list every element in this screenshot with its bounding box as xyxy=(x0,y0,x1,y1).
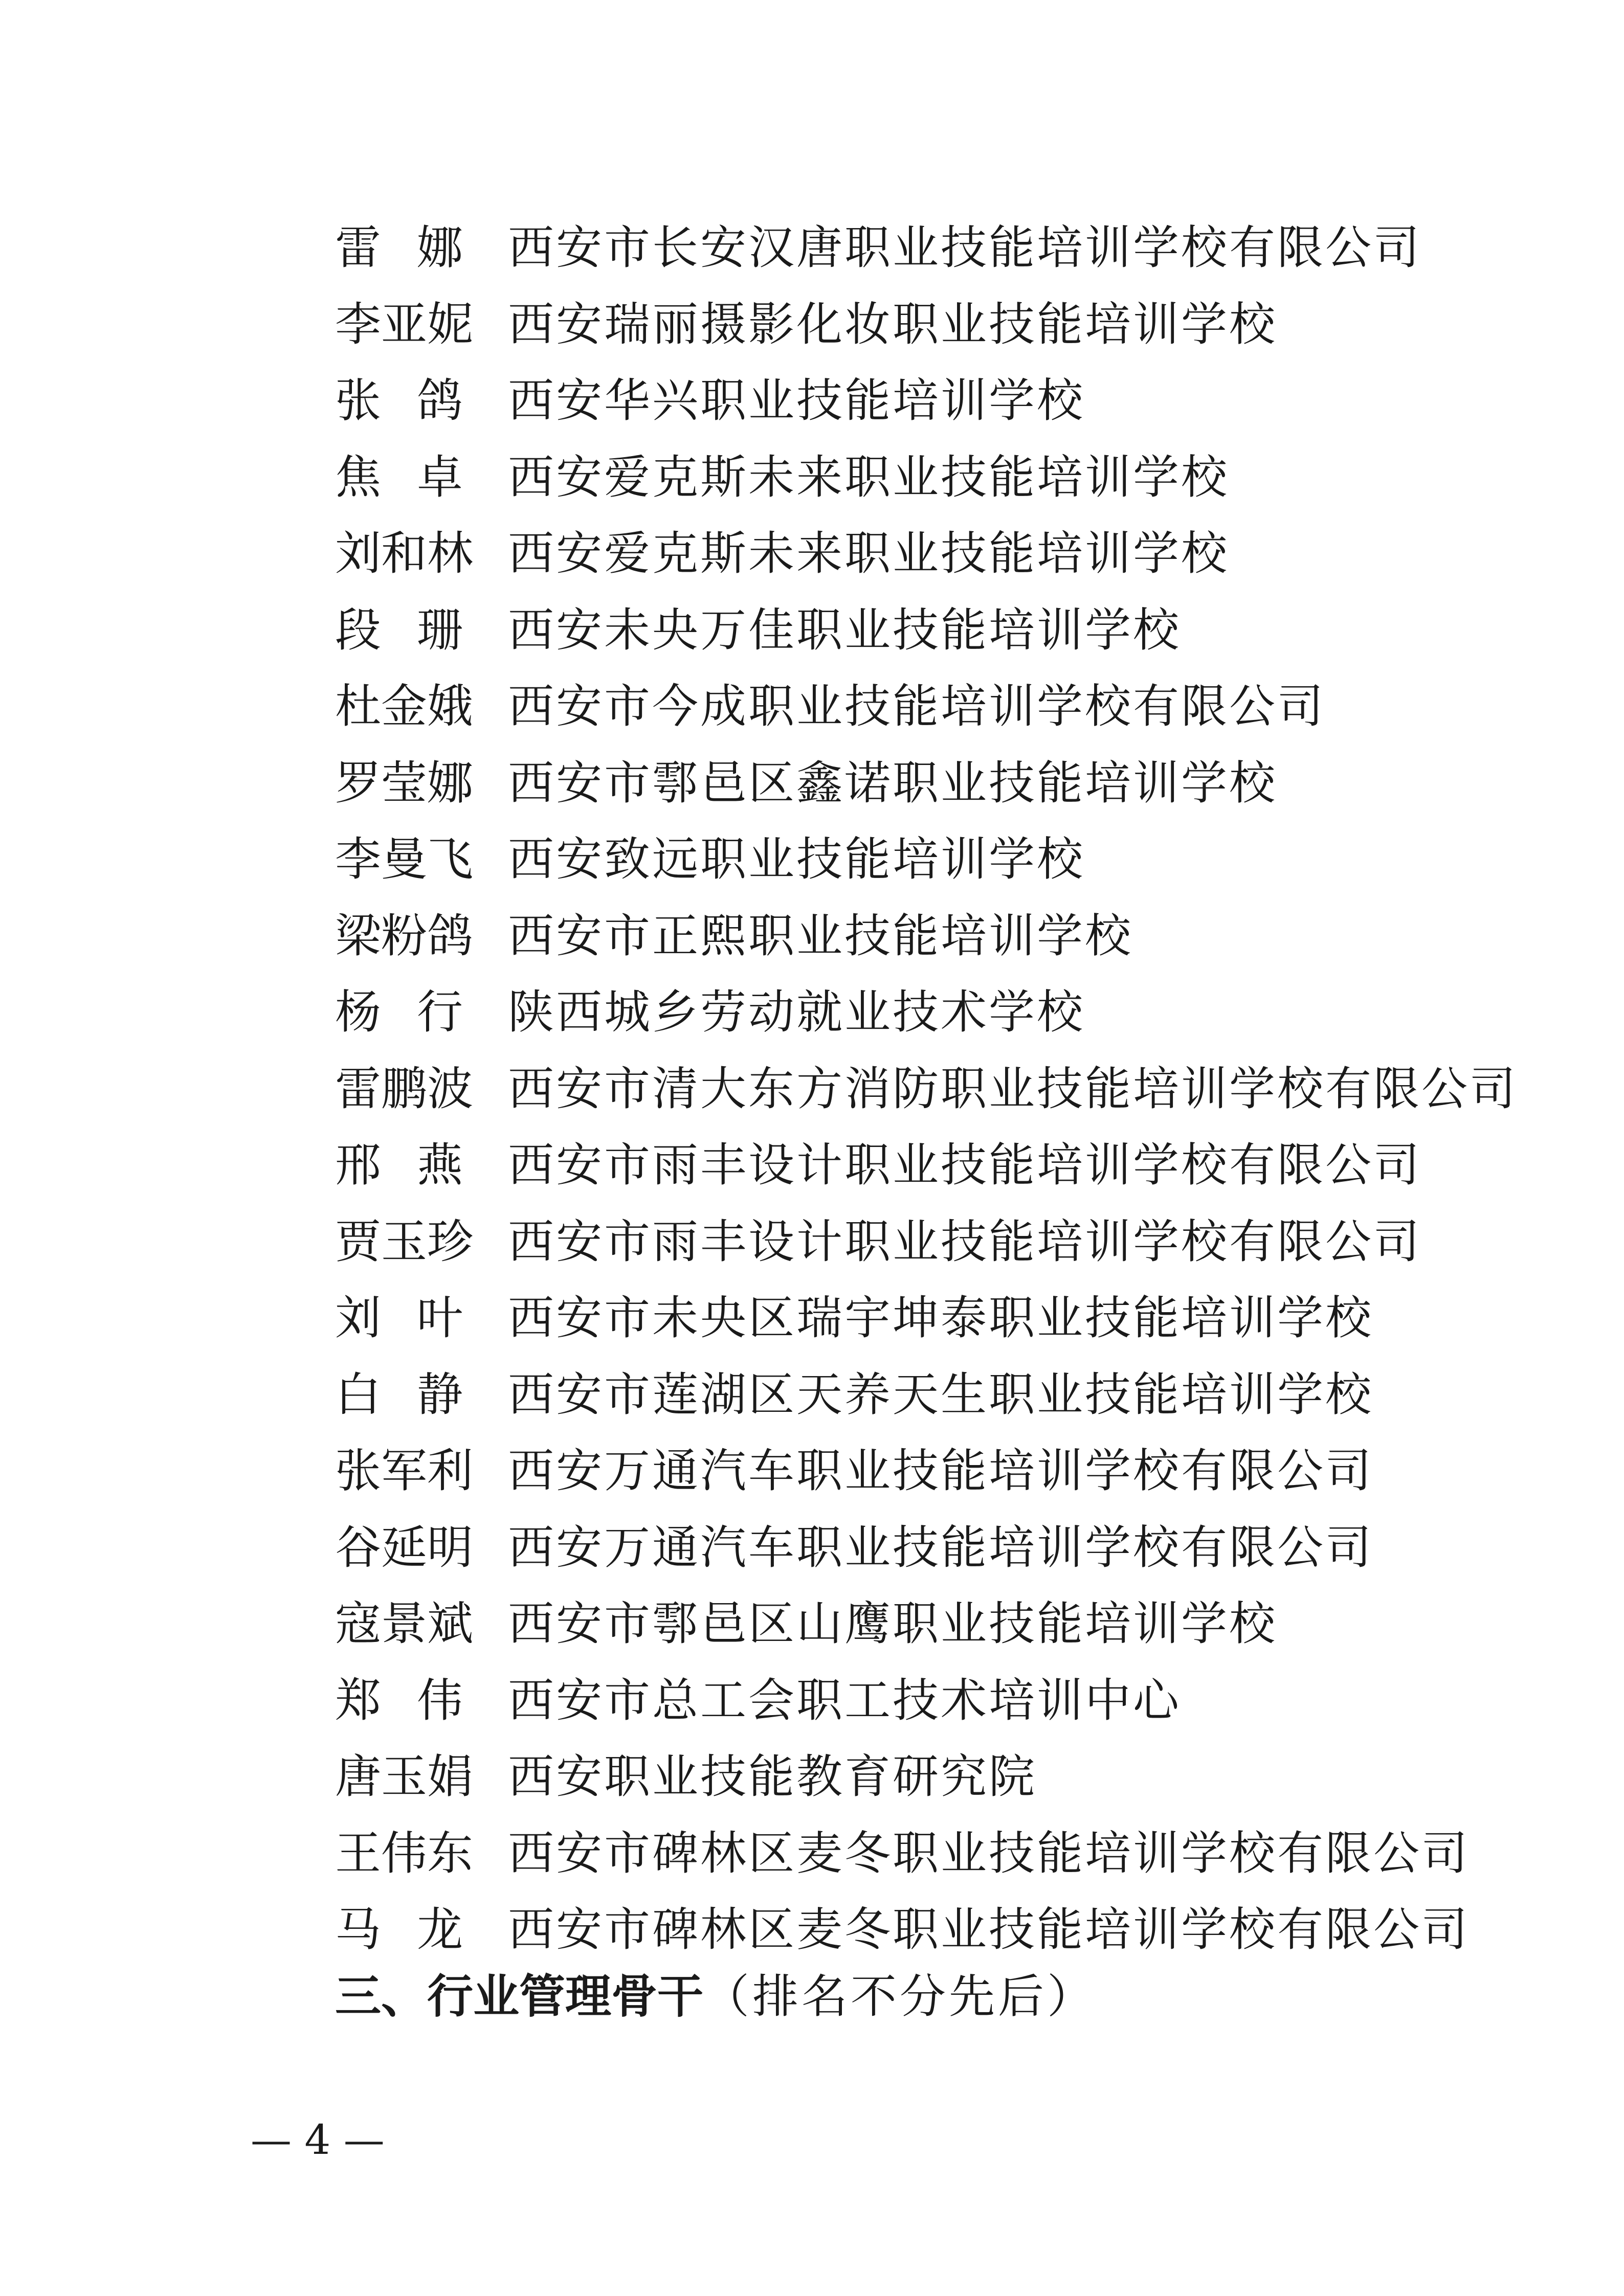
name-character: 张 xyxy=(335,1444,381,1498)
name-character: 玉 xyxy=(381,1750,427,1804)
organization-name: 西安市总工会职工技术培训中心 xyxy=(508,1673,1181,1727)
name-character: 利 xyxy=(427,1444,473,1498)
list-item xyxy=(0,1586,1624,1662)
name-character: 寇 xyxy=(335,1597,381,1651)
person-name xyxy=(335,592,463,669)
name-character: 珍 xyxy=(427,1214,473,1269)
name-character: 罗 xyxy=(335,756,381,810)
person-name xyxy=(335,974,463,1051)
list-item xyxy=(0,286,1624,363)
name-character: 粉 xyxy=(381,909,427,963)
list-item xyxy=(0,515,1624,592)
name-character: 珊 xyxy=(417,603,463,657)
name-character: 雷 xyxy=(335,1062,381,1116)
name-character: 娥 xyxy=(427,680,473,733)
name-character: 王 xyxy=(335,1826,381,1880)
name-character: 燕 xyxy=(417,1138,463,1192)
list-item xyxy=(0,210,1624,286)
name-character: 娜 xyxy=(427,756,473,810)
list-item xyxy=(0,439,1624,516)
list-item xyxy=(0,745,1624,822)
person-name xyxy=(335,1051,473,1128)
organization-name: 西安爱克斯未来职业技能培训学校 xyxy=(508,450,1229,504)
name-character: 鹏 xyxy=(381,1062,427,1116)
organization-name: 西安市雨丰设计职业技能培训学校有限公司 xyxy=(508,1214,1421,1269)
organization-name: 西安万通汽车职业技能培训学校有限公司 xyxy=(508,1444,1373,1498)
name-character: 静 xyxy=(417,1367,463,1422)
name-character: 军 xyxy=(381,1444,427,1498)
name-character: 金 xyxy=(381,680,427,733)
list-item xyxy=(0,1510,1624,1586)
person-name xyxy=(335,898,473,975)
name-character: 莹 xyxy=(381,756,427,810)
organization-name: 西安未央万佳职业技能培训学校 xyxy=(508,603,1181,657)
person-name xyxy=(335,668,473,745)
name-character: 斌 xyxy=(427,1597,473,1651)
name-character: 曼 xyxy=(381,832,427,886)
organization-name: 西安市长安汉唐职业技能培训学校有限公司 xyxy=(508,221,1421,275)
person-name xyxy=(335,439,463,516)
list-item xyxy=(0,1739,1624,1815)
name-character: 卓 xyxy=(417,450,463,504)
section-heading xyxy=(335,1959,1096,2035)
organization-name: 西安华兴职业技能培训学校 xyxy=(508,374,1085,427)
list-item xyxy=(0,1815,1624,1892)
list-item xyxy=(0,668,1624,745)
organization-name: 西安市鄠邑区鑫诺职业技能培训学校 xyxy=(508,756,1277,810)
person-name xyxy=(335,1357,463,1433)
organization-name: 西安万通汽车职业技能培训学校有限公司 xyxy=(508,1520,1373,1574)
organization-name: 西安市未央区瑞宇坤泰职业技能培训学校 xyxy=(508,1291,1373,1345)
name-character: 郑 xyxy=(335,1673,381,1727)
name-character: 娜 xyxy=(417,221,463,275)
person-name xyxy=(335,821,473,898)
person-name xyxy=(335,1280,463,1357)
list-item xyxy=(0,363,1624,439)
person-name xyxy=(335,1815,473,1892)
name-character: 焦 xyxy=(335,450,381,504)
name-character: 刘 xyxy=(335,1291,381,1345)
organization-name: 西安致远职业技能培训学校 xyxy=(508,832,1085,886)
person-name xyxy=(335,1892,463,1968)
organization-name: 西安市今成职业技能培训学校有限公司 xyxy=(508,680,1325,733)
name-character: 波 xyxy=(427,1062,473,1116)
name-character: 龙 xyxy=(417,1903,463,1956)
name-character: 景 xyxy=(381,1597,427,1651)
name-character: 叶 xyxy=(417,1291,463,1345)
organization-name: 西安市清大东方消防职业技能培训学校有限公司 xyxy=(508,1062,1518,1116)
list-item xyxy=(0,1127,1624,1204)
list-item xyxy=(0,1051,1624,1128)
person-name xyxy=(335,1662,463,1739)
list-item xyxy=(0,592,1624,669)
person-name xyxy=(335,1739,473,1815)
name-character: 飞 xyxy=(427,832,473,886)
name-character: 和 xyxy=(381,527,427,580)
organization-name: 西安市正熙职业技能培训学校 xyxy=(508,909,1133,963)
name-character: 贾 xyxy=(335,1214,381,1269)
person-name xyxy=(335,1204,473,1280)
section-note: （排名不分先后） xyxy=(703,1970,1096,2023)
person-name xyxy=(335,363,463,439)
name-character: 伟 xyxy=(417,1673,463,1727)
person-name xyxy=(335,1510,473,1586)
name-character: 李 xyxy=(335,297,381,351)
name-character: 李 xyxy=(335,832,381,886)
name-character: 妮 xyxy=(427,297,473,351)
person-name xyxy=(335,1127,463,1204)
person-name xyxy=(335,515,473,592)
list-item xyxy=(0,974,1624,1051)
organization-name: 西安市鄠邑区山鹰职业技能培训学校 xyxy=(508,1597,1277,1651)
name-character: 梁 xyxy=(335,909,381,963)
person-name xyxy=(335,745,473,822)
name-character: 明 xyxy=(427,1520,473,1574)
organization-name: 西安爱克斯未来职业技能培训学校 xyxy=(508,527,1229,580)
list-item xyxy=(0,1662,1624,1739)
organization-name: 西安市碑林区麦冬职业技能培训学校有限公司 xyxy=(508,1826,1470,1880)
section-title: 三、行业管理骨干 xyxy=(335,1970,703,2023)
name-character: 刘 xyxy=(335,527,381,580)
name-character: 雷 xyxy=(335,221,381,275)
list-item xyxy=(0,1204,1624,1280)
name-character: 唐 xyxy=(335,1750,381,1804)
list-item xyxy=(0,1357,1624,1433)
name-character: 玉 xyxy=(381,1214,427,1269)
name-character: 亚 xyxy=(381,297,427,351)
person-name xyxy=(335,286,473,363)
name-character: 谷 xyxy=(335,1520,381,1574)
person-name xyxy=(335,1433,473,1510)
list-item xyxy=(0,821,1624,898)
person-name xyxy=(335,1586,473,1662)
name-character: 鸽 xyxy=(417,374,463,427)
name-character: 延 xyxy=(381,1520,427,1574)
name-character: 杨 xyxy=(335,985,381,1039)
name-character: 鸽 xyxy=(427,909,473,963)
list-item xyxy=(0,1433,1624,1510)
organization-name: 西安市莲湖区天养天生职业技能培训学校 xyxy=(508,1367,1373,1422)
name-character: 白 xyxy=(335,1367,381,1422)
list-item xyxy=(0,1892,1624,1968)
name-character: 段 xyxy=(335,603,381,657)
name-character: 杜 xyxy=(335,680,381,733)
name-character: 马 xyxy=(335,1903,381,1956)
organization-name: 西安市雨丰设计职业技能培训学校有限公司 xyxy=(508,1138,1421,1192)
list-item xyxy=(0,1280,1624,1357)
name-character: 伟 xyxy=(381,1826,427,1880)
name-character: 娟 xyxy=(427,1750,473,1804)
name-character: 东 xyxy=(427,1826,473,1880)
organization-name: 西安市碑林区麦冬职业技能培训学校有限公司 xyxy=(508,1903,1470,1956)
organization-name: 西安瑞丽摄影化妆职业技能培训学校 xyxy=(508,297,1277,351)
list-item xyxy=(0,898,1624,975)
organization-name: 西安职业技能教育研究院 xyxy=(508,1750,1037,1804)
name-character: 张 xyxy=(335,374,381,427)
name-character: 邢 xyxy=(335,1138,381,1192)
name-character: 行 xyxy=(417,985,463,1039)
name-character: 林 xyxy=(427,527,473,580)
person-name xyxy=(335,210,463,286)
organization-name: 陕西城乡劳动就业技术学校 xyxy=(508,985,1085,1039)
page-number: — 4 — xyxy=(251,2116,385,2164)
